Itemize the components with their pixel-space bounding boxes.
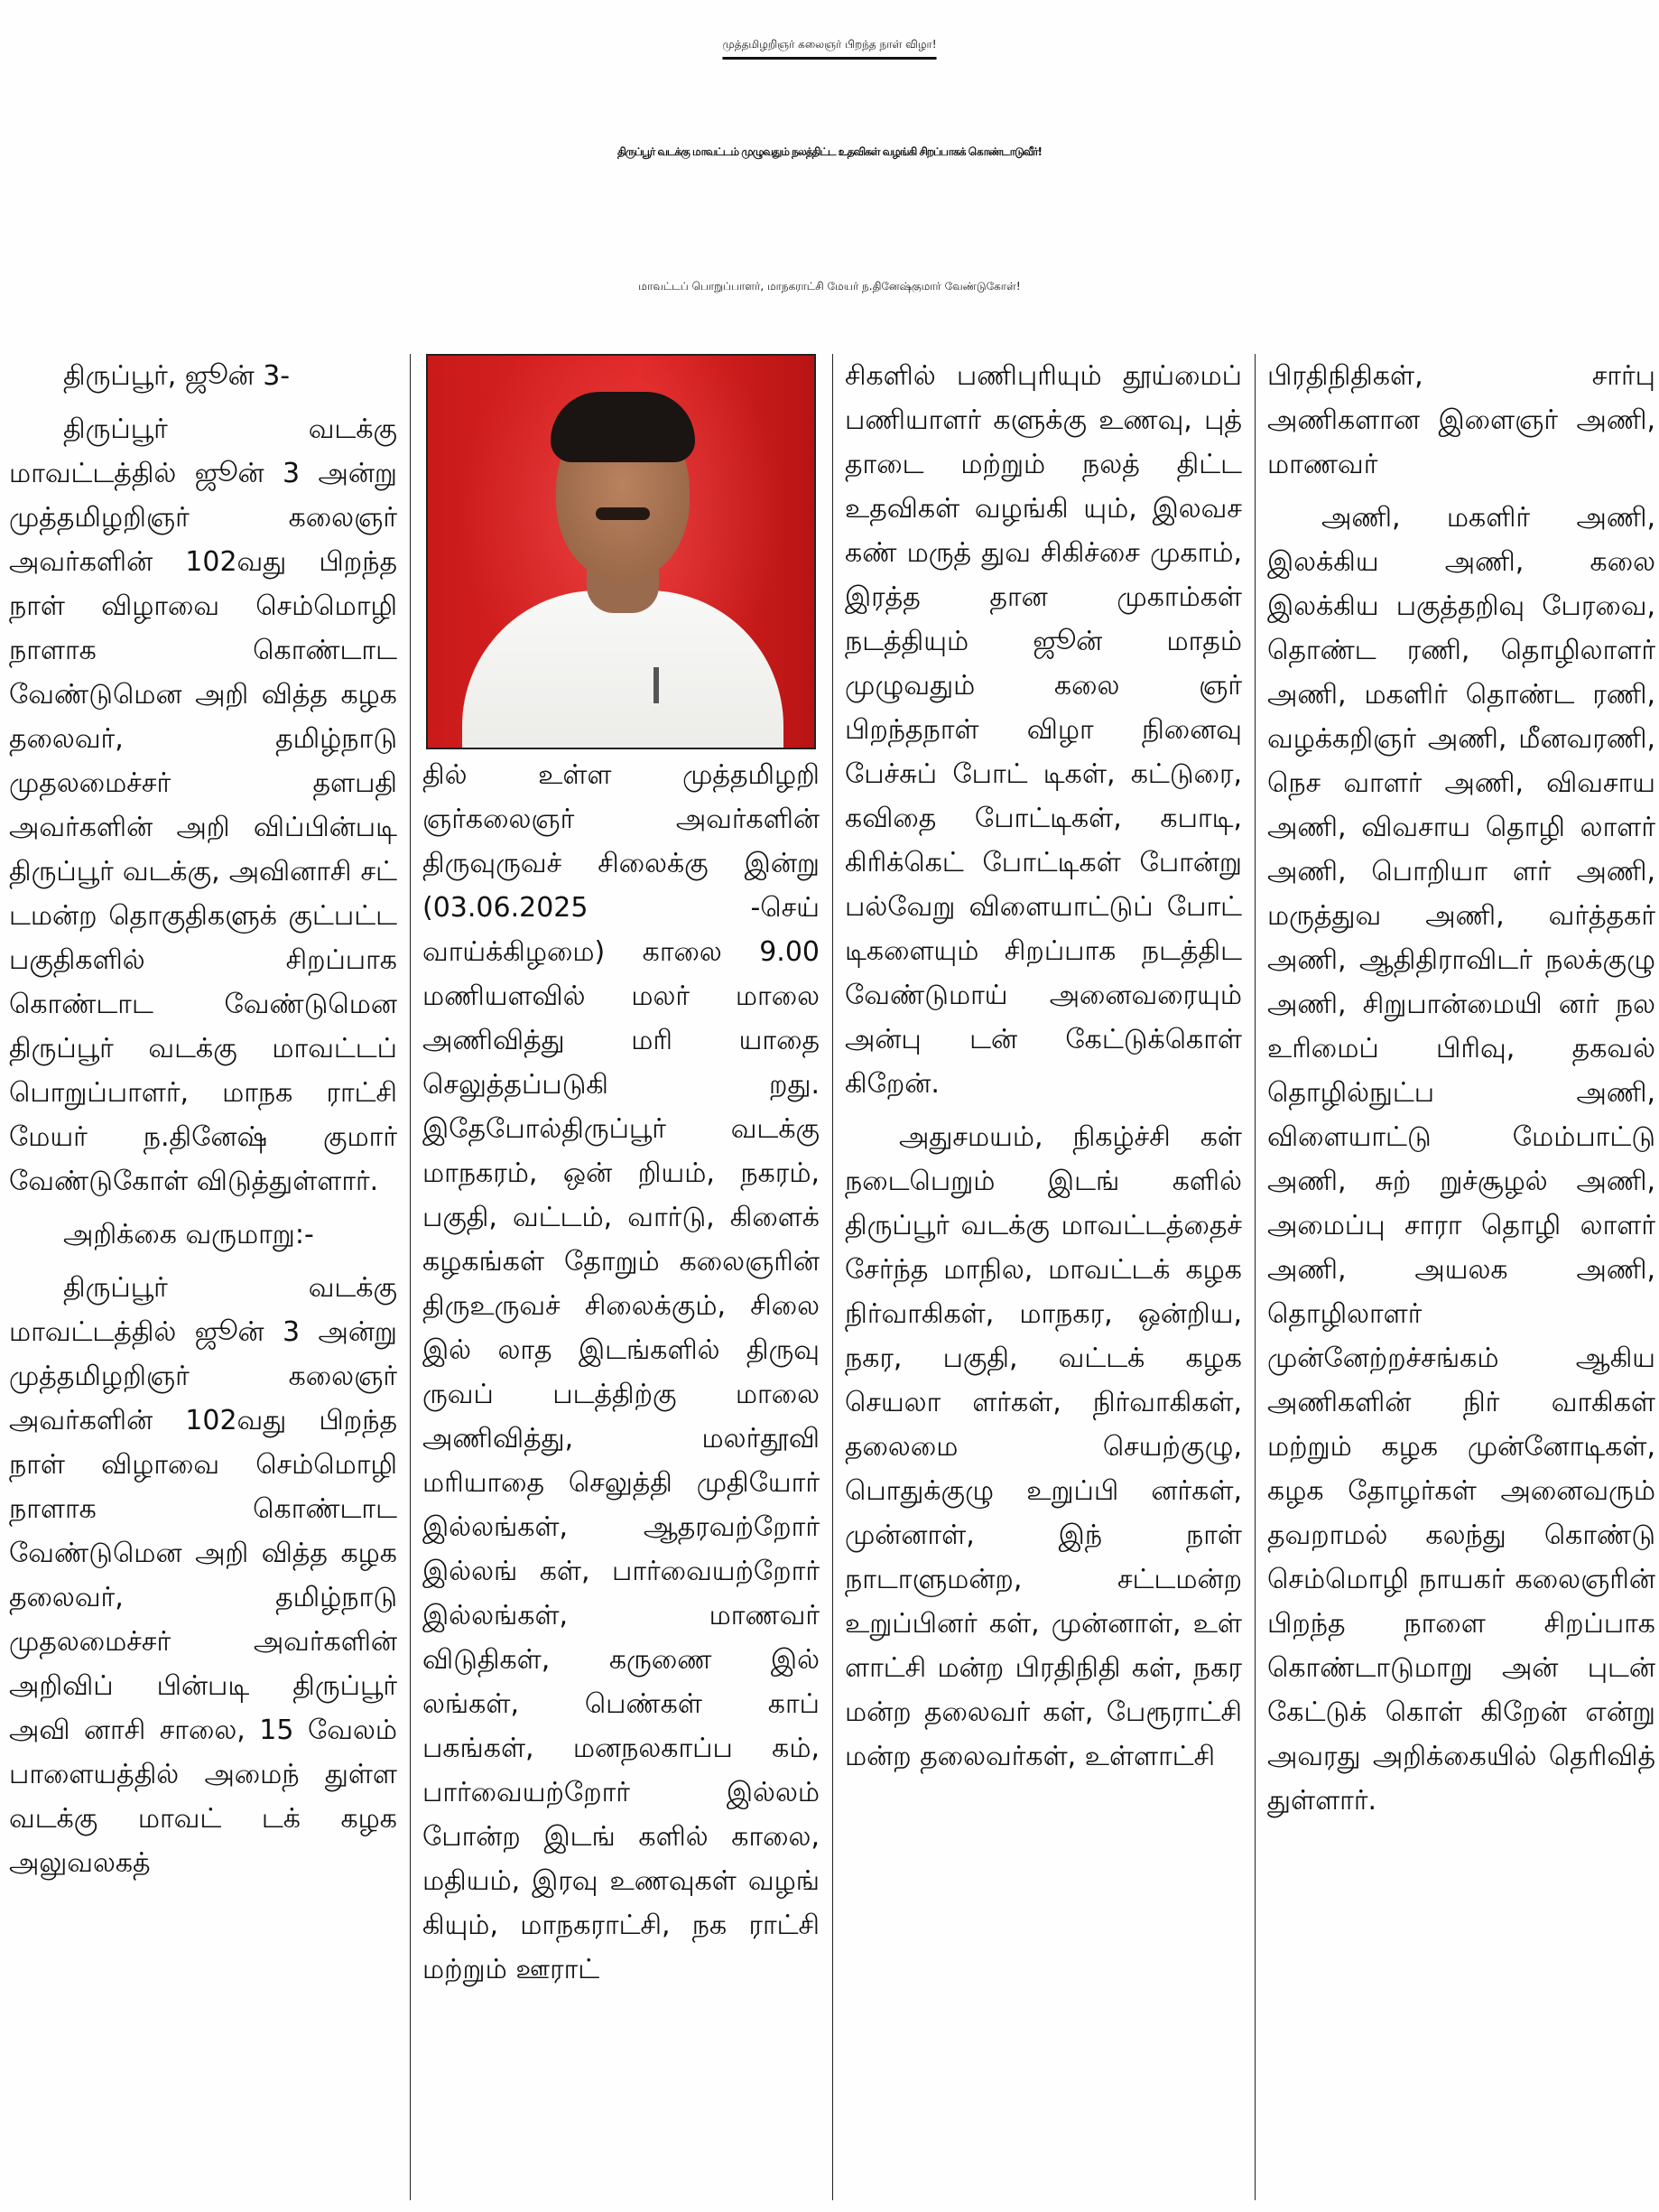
dateline: திருப்பூர், ஜூன் 3- — [63, 360, 291, 392]
article-column-2 — [422, 753, 820, 2205]
portrait-photo — [426, 354, 816, 749]
article-paragraph: பிரதிநிதிகள், சார்பு அணிகளான இளைஞர் அணி, மாணவர் — [1267, 360, 1655, 480]
article-paragraph: திருப்பூர் வடக்கு மாவட்டத்தில் ஜூன் 3 அன்று முத்தமிழறிஞர் கலைஞர் அவர்களின் 102வது பிறந்த நாள் விழாவை செம்மொழி நாளாக கொண்டாட வேண்டுமென அறி வித்த கழக தலைவர், தமிழ்நாடு முதலமைச்சர் தளபதி அவர்களின் அறி விப்பின்படி திருப்பூர் வடக்கு, அவினாசி சட் டமன்ற தொகுதிகளுக் குட்பட்ட பகுதிகளில் சிறப்பாக கொண்டாட வேண்டுமென திருப்பூர் வடக்கு மாவட்டப் பொறுப்பாளர், மாநக ராட்சி மேயர் ந.தினேஷ் குமார் வேண்டுகோள் விடுத்துள்ளார். — [9, 414, 397, 1197]
article-paragraph: தில் உள்ள முத்தமிழறி ஞர்கலைஞர் அவர்களின் திருவுருவச் சிலைக்கு இன்று (03.06.2025 -செய் வாய்க்கிழமை) காலை 9.00 மணியளவில் மலர் மாலை அணிவித்து மரி யாதை செலுத்தப்படுகி றது. இதேபோல்திருப்பூர் வடக்கு மாநகரம், ஒன் றியம், நகரம், பகுதி, வட்டம், வார்டு, கிளைக் கழகங்கள் தோறும் கலைஞரின் திருஉருவச் சிலைக்கும், சிலை இல் லாத இடங்களில் திருவு ருவப் படத்திற்கு மாலை அணிவித்து, மலர்தூவி மரியாதை செலுத்தி முதியோர் இல்லங்கள், ஆதரவற்றோர் இல்லங் கள், பார்வையற்றோர் இல்லங்கள், மாணவர் விடுதிகள், கருணை இல் லங்கள், பெண்கள் காப் பகங்கள், மனநலகாப்ப கம், பார்வையற்றோர் இல்லம் போன்ற இடங் களில் காலை, மதியம், இரவு உணவுகள் வழங் கியும், மாநகராட்சி, நக ராட்சி மற்றும் ஊராட் — [422, 759, 820, 1985]
kicker-heading — [0, 5, 1659, 83]
article-paragraph: சிகளில் பணிபுரியும் தூய்மைப் பணியாளர் களுக்கு உணவு, புத் தாடை மற்றும் நலத் திட்ட உதவிகள் வழங்கி யும், இலவச கண் மருத் துவ சிகிச்சை முகாம், இரத்த தான முகாம்கள் நடத்தியும் ஜூன் மாதம் முழுவதும் கலை ஞர் பிறந்தநாள் விழா நினைவு பேச்சுப் போட் டிகள், கட்டுரை, கவிதை போட்டிகள், கபாடி, கிரிக்கெட் போட்டிகள் போன்று பல்வேறு விளையாட்டுப் போட் டிகளையும் சிறப்பாக நடத்திட வேண்டுமாய் அனைவரையும் அன்பு டன் கேட்டுக்கொள் கிறேன். — [845, 360, 1242, 1100]
headline: திருப்பூர் வடக்கு மாவட்டம் முழுவதும் நலத்திட்ட உதவிகள் வழங்கி சிறப்பாகக் கொண்டாடுவீர்! — [617, 145, 1042, 158]
kicker-text: முத்தமிழறிஞர் கலைஞர் பிறந்த நாள் விழா! — [722, 38, 937, 51]
article-column-4 — [1267, 354, 1655, 2205]
article-column-1 — [9, 354, 397, 2205]
subheadline: மாவட்டப் பொறுப்பாளர், மாநகராட்சி மேயர் ந.தினேஷ்குமார் வேண்டுகோள்! — [638, 280, 1021, 293]
column-rule — [832, 354, 833, 2200]
column-rule — [1255, 354, 1256, 2200]
column-rule — [410, 354, 411, 2200]
article-column-3 — [845, 354, 1242, 2205]
article-paragraph: அறிக்கை வருமாறு:- — [63, 1219, 314, 1250]
article-paragraph: அணி, மகளிர் அணி, இலக்கிய அணி, கலை இலக்கிய பகுத்தறிவு பேரவை, தொண்ட ரணி, தொழிலாளர் அணி, மகளிர் தொண்ட ரணி, வழக்கறிஞர் அணி, மீனவரணி, நெச வாளர் அணி, விவசாய அணி, விவசாய தொழி லாளர் அணி, பொறியா ளர் அணி, மருத்துவ அணி, வர்த்தகர் அணி, ஆதிதிராவிடர் நலக்குழு அணி, சிறுபான்மையி னர் நல உரிமைப் பிரிவு, தகவல் தொழில்நுட்ப அணி, விளையாட்டு மேம்பாட்டு அணி, சுற் றுச்சூழல் அணி, அமைப்பு சாரா தொழி லாளர் அணி, அயலக அணி, தொழிலாளர் முன்னேற்றச்சங்கம் ஆகிய அணிகளின் நிர் வாகிகள் மற்றும் கழக முன்னோடிகள், கழக தோழர்கள் அனைவரும் தவறாமல் கலந்து கொண்டு செம்மொழி நாயகர் கலைஞரின் பிறந்த நாளை சிறப்பாக கொண்டாடுமாறு அன் புடன் கேட்டுக் கொள் கிறேன் என்று அவரது அறிக்கையில் தெரிவித் துள்ளார். — [1267, 502, 1655, 1817]
article-paragraph: அதுசமயம், நிகழ்ச்சி கள் நடைபெறும் இடங் களில் திருப்பூர் வடக்கு மாவட்டத்தைச் சேர்ந்த மாநில, மாவட்டக் கழக நிர்வாகிகள், மாநகர, ஒன்றிய, நகர, பகுதி, வட்டக் கழக செயலா ளர்கள், நிர்வாகிகள், தலைமை செயற்குழு, பொதுக்குழு உறுப்பி னர்கள், முன்னாள், இந் நாள் நாடாளுமன்ற, சட்டமன்ற உறுப்பினர் கள், முன்னாள், உள் ளாட்சி மன்ற பிரதிநிதி கள், நகர மன்ற தலைவர் கள், பேரூராட்சி மன்ற தலைவர்கள், உள்ளாட்சி — [845, 1121, 1242, 1772]
article-paragraph: திருப்பூர் வடக்கு மாவட்டத்தில் ஜூன் 3 அன்று முத்தமிழறிஞர் கலைஞர் அவர்களின் 102வது பிறந்த நாள் விழாவை செம்மொழி நாளாக கொண்டாட வேண்டுமென அறி வித்த கழக தலைவர், தமிழ்நாடு முதலமைச்சர் அவர்களின் அறிவிப் பின்படி திருப்பூர் அவி னாசி சாலை, 15 வேலம் பாளையத்தில் அமைந் துள்ள வடக்கு மாவட் டக் கழக அலுவலகத் — [9, 1272, 397, 1879]
